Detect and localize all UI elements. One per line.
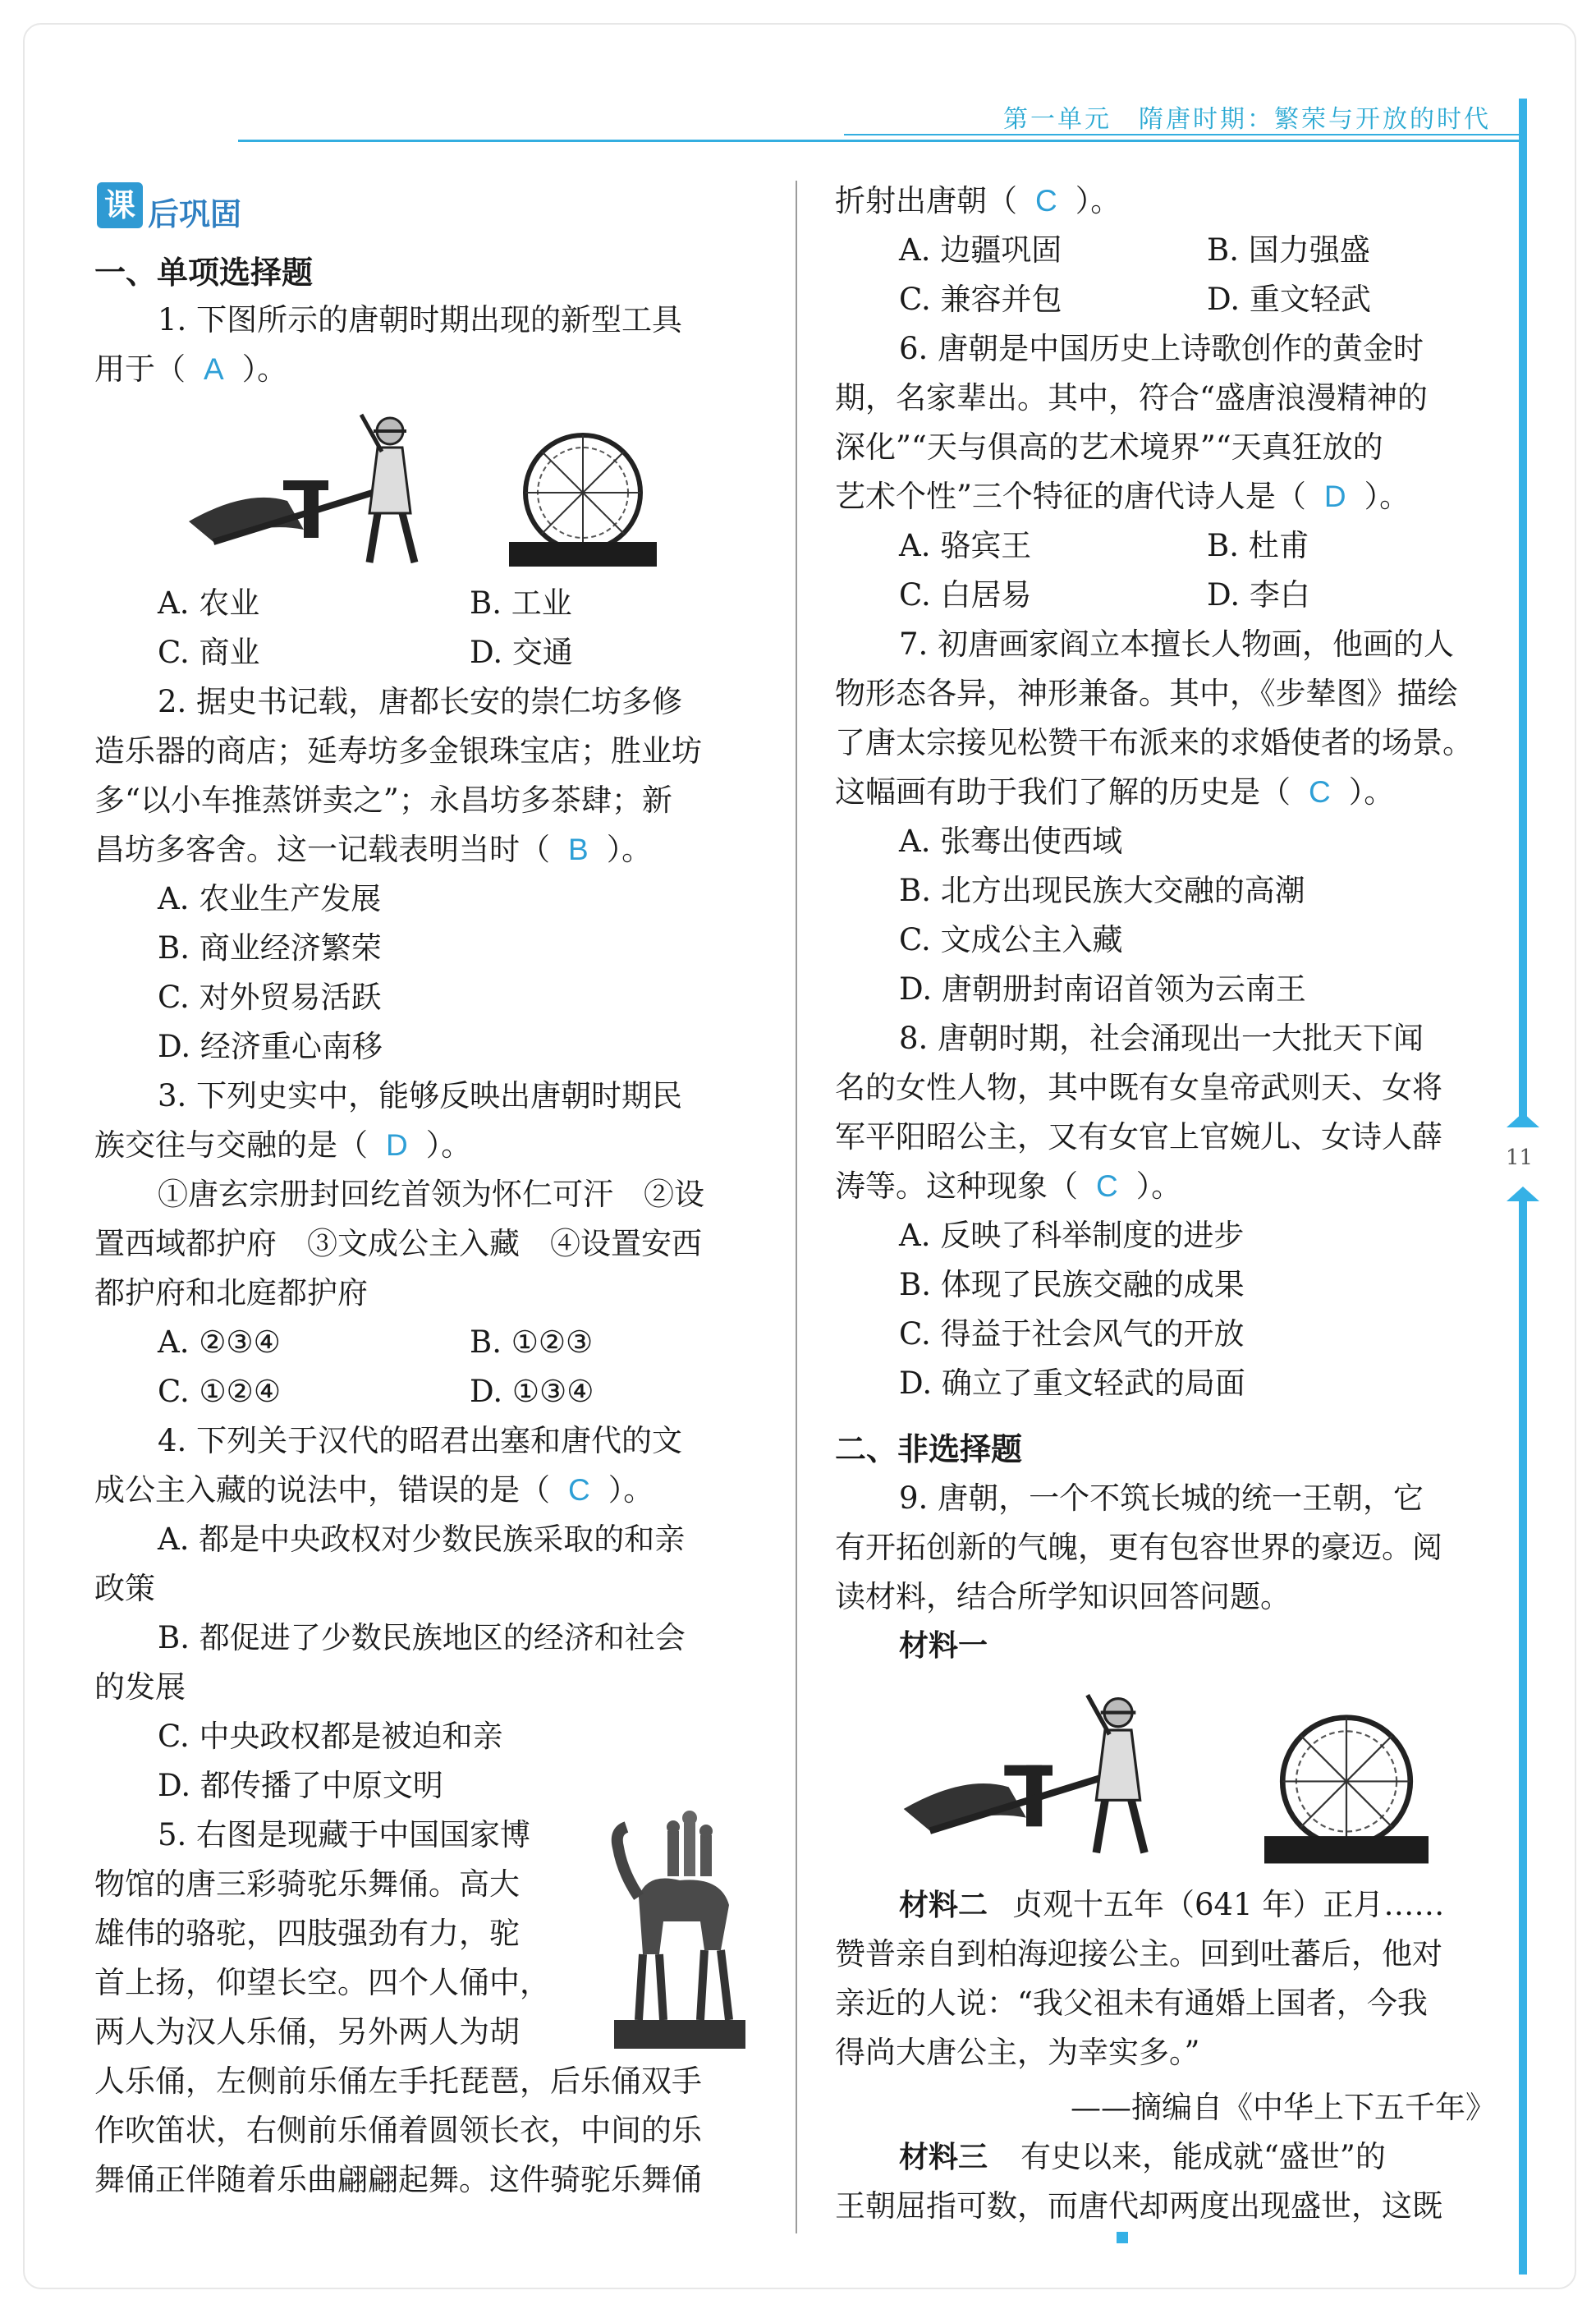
q3-option-d: D. ①③④ bbox=[470, 1374, 594, 1409]
q2-line2: 造乐器的商店；延寿坊多金银珠宝店；胜业坊 bbox=[94, 733, 702, 769]
q7-option-a: A. 张骞出使西域 bbox=[899, 824, 1123, 859]
q9-line2: 有开拓创新的气魄，更有包容世界的豪迈。阅 bbox=[835, 1530, 1442, 1565]
q5-line5: 两人为汉人乐俑，另外两人为胡 bbox=[94, 2014, 520, 2050]
q5-line2: 物馆的唐三彩骑驼乐舞俑。高大 bbox=[94, 1866, 520, 1902]
waterwheel-illustration bbox=[509, 427, 657, 567]
q5-option-b: B. 国力强盛 bbox=[1207, 232, 1370, 268]
section1-title: 一、单项选择题 bbox=[94, 255, 314, 291]
q8-line3: 军平阳昭公主，又有女官上官婉儿、女诗人薛 bbox=[835, 1119, 1442, 1154]
material3-label: 材料三 bbox=[899, 2141, 988, 2174]
q8-line2: 名的女性人物，其中既有女皇帝武则天、女将 bbox=[835, 1070, 1442, 1105]
q5-option-d: D. 重文轻武 bbox=[1207, 282, 1371, 317]
q6-answer: D bbox=[1323, 480, 1346, 513]
q3-option-a: A. ②③④ bbox=[158, 1324, 281, 1360]
q7-line3: 了唐太宗接见松赞干布派来的求婚使者的场景。 bbox=[835, 725, 1473, 760]
section2-title: 二、非选择题 bbox=[835, 1431, 1023, 1467]
q2-option-a: A. 农业生产发展 bbox=[158, 881, 382, 916]
q5-line1: 5. 右图是现藏于中国国家博 bbox=[158, 1817, 531, 1852]
section-badge-box: 课 bbox=[97, 182, 143, 228]
q6-option-d: D. 李白 bbox=[1207, 577, 1310, 613]
q5-line4: 首上扬，仰望长空。四个人俑中， bbox=[94, 1965, 550, 2000]
q6-line3: 深化”“天与俱高的艺术境界”“天真狂放的 bbox=[835, 429, 1383, 465]
material1-waterwheel-illustration bbox=[1264, 1708, 1429, 1864]
q1-line1: 1. 下图所示的唐朝时期出现的新型工具 bbox=[158, 302, 683, 337]
q3-option-c: C. ①②④ bbox=[158, 1374, 282, 1409]
q7-answer: C bbox=[1309, 775, 1331, 809]
q2-option-c: C. 对外贸易活跃 bbox=[158, 980, 382, 1015]
q1-option-b: B. 工业 bbox=[470, 585, 572, 621]
q4-line1: 4. 下列关于汉代的昭君出塞和唐代的文 bbox=[158, 1423, 683, 1458]
q4-option-b: B. 都促进了少数民族地区的经济和社会 bbox=[158, 1620, 686, 1655]
q2-line4: 昌坊多客舍。这一记载表明当时（ B ）。 bbox=[94, 832, 653, 867]
q8-line1: 8. 唐朝时期，社会涌现出一大批天下闻 bbox=[899, 1021, 1424, 1056]
q2-option-b: B. 商业经济繁荣 bbox=[158, 930, 382, 966]
q7-option-d: D. 唐朝册封南诏首领为云南王 bbox=[899, 971, 1306, 1007]
q9-line3: 读材料，结合所学知识回答问题。 bbox=[835, 1579, 1291, 1614]
q6-option-b: B. 杜甫 bbox=[1207, 528, 1309, 563]
q5-option-a: A. 边疆巩固 bbox=[899, 232, 1062, 268]
q3-line4: 置西域都护府 ③文成公主入藏 ④设置安西 bbox=[94, 1226, 702, 1261]
q5-line3: 雄伟的骆驼，四肢强劲有力，驼 bbox=[94, 1916, 520, 1951]
section-badge-text: 后巩固 bbox=[148, 196, 242, 232]
q8-option-a: A. 反映了科举制度的进步 bbox=[899, 1218, 1245, 1253]
q4-option-d: D. 都传播了中原文明 bbox=[158, 1768, 443, 1803]
q5-line7: 作吹笛状，右侧前乐俑着圆领长衣，中间的乐 bbox=[94, 2113, 702, 2148]
side-bar-top bbox=[1519, 99, 1527, 1121]
q3-line5: 都护府和北庭都护府 bbox=[94, 1275, 368, 1311]
material3-line1: 材料三 有史以来，能成就“盛世”的 bbox=[899, 2139, 1386, 2174]
side-bar-bottom bbox=[1519, 1199, 1527, 2275]
q2-answer: B bbox=[568, 833, 589, 866]
q8-option-c: C. 得益于社会风气的开放 bbox=[899, 1316, 1245, 1352]
q7-line4: 这幅画有助于我们了解的历史是（ C ）。 bbox=[835, 774, 1395, 810]
q4-option-c: C. 中央政权都是被迫和亲 bbox=[158, 1719, 503, 1754]
q7-line2: 物形态各异，神形兼备。其中，《步辇图》描绘 bbox=[835, 676, 1458, 711]
q6-option-c: C. 白居易 bbox=[899, 577, 1032, 613]
q1-option-d: D. 交通 bbox=[470, 635, 573, 670]
q4-line2: 成公主入藏的说法中，错误的是（ C ）。 bbox=[94, 1472, 654, 1508]
q7-line1: 7. 初唐画家阎立本擅长人物画，他画的人 bbox=[899, 627, 1455, 662]
material2-line1: 材料二 贞观十五年（641 年）正月…… bbox=[899, 1887, 1445, 1922]
q1-option-a: A. 农业 bbox=[158, 585, 260, 621]
q5-line8: 舞俑正伴随着乐曲翩翩起舞。这件骑驼乐舞俑 bbox=[94, 2162, 702, 2197]
q3-answer: D bbox=[386, 1128, 408, 1162]
plough-farmer-illustration bbox=[181, 398, 427, 571]
q7-option-c: C. 文成公主入藏 bbox=[899, 922, 1123, 957]
q6-line1: 6. 唐朝是中国历史上诗歌创作的黄金时 bbox=[899, 331, 1424, 366]
q5-option-c: C. 兼容并包 bbox=[899, 282, 1062, 317]
q2-line1: 2. 据史书记载，唐都长安的崇仁坊多修 bbox=[158, 684, 683, 719]
q3-line1: 3. 下列史实中，能够反映出唐朝时期民 bbox=[158, 1078, 683, 1113]
material3-line2: 王朝屈指可数，而唐代却两度出现盛世，这既 bbox=[835, 2188, 1442, 2224]
q2-option-d: D. 经济重心南移 bbox=[158, 1029, 383, 1064]
q9-line1: 9. 唐朝，一个不筑长城的统一王朝，它 bbox=[899, 1480, 1424, 1516]
q1-line2: 用于（ A ）。 bbox=[94, 351, 288, 387]
header-rule bbox=[238, 140, 1519, 142]
material1-label: 材料一 bbox=[899, 1629, 988, 1663]
q3-line3: ①唐玄宗册封回纥首领为怀仁可汗 ②设 bbox=[158, 1177, 704, 1212]
q3-line2: 族交往与交融的是（ D ）。 bbox=[94, 1127, 472, 1163]
q4-option-a: A. 都是中央政权对少数民族采取的和亲 bbox=[158, 1522, 686, 1557]
column-divider bbox=[796, 181, 797, 2233]
q1-answer: A bbox=[204, 352, 224, 386]
q8-answer: C bbox=[1096, 1169, 1118, 1203]
material2-label: 材料二 bbox=[899, 1889, 988, 1922]
q5-line9: 折射出唐朝（ C ）。 bbox=[835, 183, 1121, 218]
q5-answer: C bbox=[1035, 184, 1057, 218]
material2-line3: 亲近的人说：“我父祖未有通婚上国者，今我 bbox=[835, 1985, 1428, 2021]
q4-option-a-cont: 政策 bbox=[94, 1571, 155, 1606]
q6-option-a: A. 骆宾王 bbox=[899, 528, 1032, 563]
q8-option-d: D. 确立了重文轻武的局面 bbox=[899, 1366, 1245, 1401]
material2-source: ——摘编自《中华上下五千年》 bbox=[1071, 2090, 1496, 2125]
q6-line2: 期，名家辈出。其中，符合“盛唐浪漫精神的 bbox=[835, 380, 1428, 415]
bottom-marker bbox=[1117, 2232, 1128, 2243]
q7-option-b: B. 北方出现民族大交融的高潮 bbox=[899, 873, 1305, 908]
page-number: 11 bbox=[1506, 1145, 1534, 1170]
q3-option-b: B. ①②③ bbox=[470, 1324, 594, 1360]
material2-line4: 得尚大唐公主，为幸实多。” bbox=[835, 2035, 1200, 2070]
q8-option-b: B. 体现了民族交融的成果 bbox=[899, 1267, 1245, 1302]
material1-plough-illustration bbox=[895, 1675, 1158, 1864]
header-title: 第一单元 隋唐时期：繁荣与开放的时代 bbox=[1003, 105, 1491, 134]
camel-musicians-figurine bbox=[598, 1806, 754, 2053]
q4-option-b-cont: 的发展 bbox=[94, 1669, 186, 1705]
q8-line4: 涛等。这种现象（ C ）。 bbox=[835, 1168, 1182, 1204]
q1-option-c: C. 商业 bbox=[158, 635, 260, 670]
q5-line6: 人乐俑，左侧前乐俑左手托琵琶，后乐俑双手 bbox=[94, 2063, 702, 2099]
material2-line2: 赞普亲自到柏海迎接公主。回到吐蕃后，他对 bbox=[835, 1936, 1442, 1972]
header-rule-upper bbox=[844, 134, 1519, 135]
q4-answer: C bbox=[568, 1473, 590, 1507]
q2-line3: 多“以小车推蒸饼卖之”；永昌坊多茶肆；新 bbox=[94, 783, 672, 818]
q6-line4: 艺术个性”三个特征的唐代诗人是（ D ）。 bbox=[835, 479, 1410, 514]
